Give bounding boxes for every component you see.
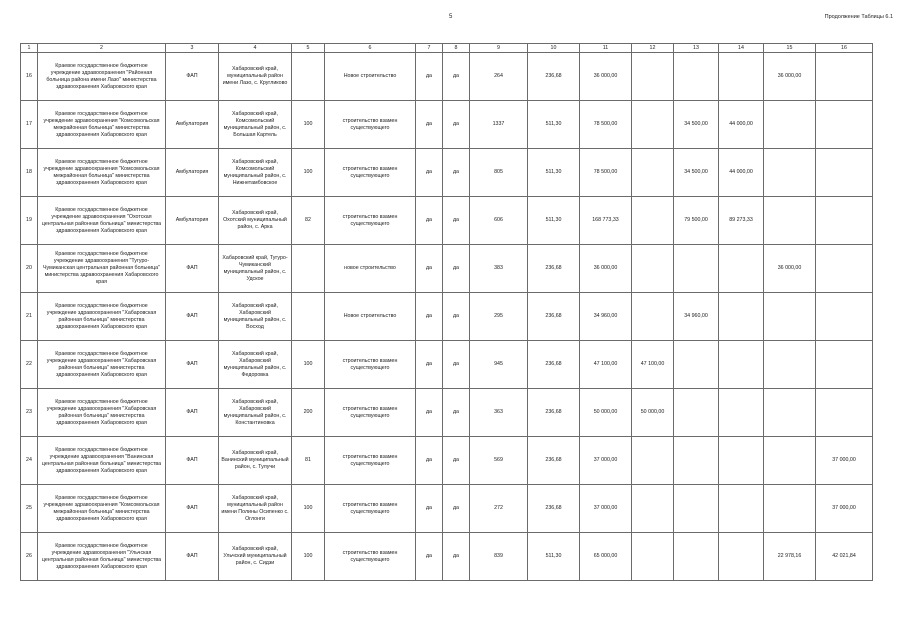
table-cell	[632, 53, 674, 101]
table-cell: 44 000,00	[719, 149, 764, 197]
table-cell: Краевое государственное бюджетное учреждение здравоохранения "Комсомольская межрайонная больница" министерства здравоохранения Хабаровского края	[38, 149, 166, 197]
table-cell: 16	[21, 53, 38, 101]
table-cell	[816, 53, 873, 101]
table-cell: Хабаровский край, Охотский муниципальный район, с. Арка	[219, 197, 292, 245]
table-cell	[674, 341, 719, 389]
table-cell	[632, 485, 674, 533]
table-cell: 363	[470, 389, 528, 437]
table-cell: 236,68	[528, 341, 580, 389]
table-cell	[816, 389, 873, 437]
table-cell: да	[443, 293, 470, 341]
table-cell	[292, 293, 325, 341]
table-cell	[719, 245, 764, 293]
table-cell: 50 000,00	[632, 389, 674, 437]
table-cell: да	[443, 389, 470, 437]
table-cell: 805	[470, 149, 528, 197]
table-cell: 26	[21, 533, 38, 581]
table-cell: 236,68	[528, 389, 580, 437]
table-cell: 37 000,00	[580, 485, 632, 533]
table-cell: 20	[21, 245, 38, 293]
table-cell	[816, 293, 873, 341]
table-cell: 36 000,00	[580, 53, 632, 101]
table-cell: 945	[470, 341, 528, 389]
table-cell: Краевое государственное бюджетное учреждение здравоохранения "Ульчская центральная районная больница" министерства здравоохранения Хабаровского края	[38, 533, 166, 581]
table-cell: 25	[21, 485, 38, 533]
column-number-header: 11	[580, 44, 632, 53]
table-cell: 236,68	[528, 293, 580, 341]
table-cell: да	[443, 53, 470, 101]
table-cell	[632, 293, 674, 341]
table-cell: строительство взамен существующего	[325, 341, 416, 389]
table-cell: ФАП	[166, 533, 219, 581]
table-cell	[674, 245, 719, 293]
table-cell: Новое строительство	[325, 53, 416, 101]
table-header-row	[21, 44, 873, 53]
table-cell	[719, 341, 764, 389]
table-cell: 82	[292, 197, 325, 245]
table-cell: ФАП	[166, 245, 219, 293]
table-cell	[674, 533, 719, 581]
table-cell	[719, 485, 764, 533]
table-cell: Хабаровский край, Ванинский муниципальный район, с. Тулучи	[219, 437, 292, 485]
table-cell: Хабаровский край, Хабаровский муниципальный район, с. Восход	[219, 293, 292, 341]
column-number-header: 10	[528, 44, 580, 53]
table-cell: 236,68	[528, 53, 580, 101]
table-cell	[816, 149, 873, 197]
table-cell	[764, 101, 816, 149]
table-cell: 34 500,00	[674, 101, 719, 149]
table-row	[21, 245, 873, 293]
table-cell: 236,68	[528, 245, 580, 293]
table-cell: строительство взамен существующего	[325, 437, 416, 485]
table-cell: 22	[21, 341, 38, 389]
table-row	[21, 389, 873, 437]
page-number: 5	[449, 14, 453, 20]
table-cell	[816, 341, 873, 389]
table-cell	[719, 437, 764, 485]
column-number-header: 7	[416, 44, 443, 53]
table-cell: 19	[21, 197, 38, 245]
table-cell: Краевое государственное бюджетное учреждение здравоохранения "Комсомольская межрайонная больница" министерства здравоохранения Хабаровского края	[38, 101, 166, 149]
table-cell: ФАП	[166, 341, 219, 389]
table-row	[21, 485, 873, 533]
table-cell: 34 960,00	[580, 293, 632, 341]
table-row	[21, 197, 873, 245]
table-cell: ФАП	[166, 53, 219, 101]
table-cell: новое строительство	[325, 245, 416, 293]
table-cell: Краевое государственное бюджетное учреждение здравоохранения "Охотская центральная районная больница" министерства здравоохранения Хабаровского края	[38, 197, 166, 245]
table-cell: да	[416, 197, 443, 245]
table-cell: 37 000,00	[816, 485, 873, 533]
table-cell: да	[416, 293, 443, 341]
table-cell	[764, 197, 816, 245]
column-number-header: 3	[166, 44, 219, 53]
table-cell: 36 000,00	[580, 245, 632, 293]
table-cell: 264	[470, 53, 528, 101]
table-cell: 839	[470, 533, 528, 581]
table-cell: да	[443, 341, 470, 389]
table-cell: ФАП	[166, 389, 219, 437]
table-cell	[719, 389, 764, 437]
column-number-header: 4	[219, 44, 292, 53]
table-cell: Хабаровский край, Хабаровский муниципальный район, с. Федоровка	[219, 341, 292, 389]
table-cell: 100	[292, 485, 325, 533]
table-cell: 47 100,00	[580, 341, 632, 389]
table-cell: строительство взамен существующего	[325, 485, 416, 533]
table-cell: да	[416, 245, 443, 293]
table-cell: Краевое государственное бюджетное учреждение здравоохранения "Хабаровская районная больница" министерства здравоохранения Хабаровского края	[38, 293, 166, 341]
table-cell: Краевое государственное бюджетное учреждение здравоохранения "Ванинская центральная районная больница" министерства здравоохранения Хабаровского края	[38, 437, 166, 485]
table-continuation-caption: Продолжение Таблицы 6.1	[824, 14, 893, 20]
table-cell: 511,30	[528, 533, 580, 581]
table-cell: да	[416, 101, 443, 149]
table-cell: 21	[21, 293, 38, 341]
table-cell: 100	[292, 149, 325, 197]
table-cell	[632, 533, 674, 581]
column-number-header: 9	[470, 44, 528, 53]
table-cell	[632, 197, 674, 245]
table-cell: 37 000,00	[580, 437, 632, 485]
table-cell: да	[443, 485, 470, 533]
table-cell: 383	[470, 245, 528, 293]
table-cell: Хабаровский край, Тугуро-Чумиканский муниципальный район, с. Удское	[219, 245, 292, 293]
table-cell: ФАП	[166, 485, 219, 533]
column-number-header: 14	[719, 44, 764, 53]
table-cell: 47 100,00	[632, 341, 674, 389]
table-cell: 42 021,84	[816, 533, 873, 581]
table-cell	[764, 149, 816, 197]
table-cell: 65 000,00	[580, 533, 632, 581]
table-cell: Хабаровский край, Ульчский муниципальный район, с. Сидзи	[219, 533, 292, 581]
table-cell	[632, 245, 674, 293]
table-cell: Амбулатория	[166, 197, 219, 245]
table-cell	[764, 293, 816, 341]
table-cell: да	[416, 485, 443, 533]
table-cell	[719, 293, 764, 341]
column-number-header: 13	[674, 44, 719, 53]
table-cell: да	[416, 53, 443, 101]
table-cell: Хабаровский край, Комсомольский муниципальный район, с. Нижнетамбовское	[219, 149, 292, 197]
table-cell: 272	[470, 485, 528, 533]
table-row	[21, 149, 873, 197]
table-cell: Краевое государственное бюджетное учреждение здравоохранения "Хабаровская районная больница" министерства здравоохранения Хабаровского края	[38, 341, 166, 389]
table-cell	[816, 197, 873, 245]
table-cell: 100	[292, 533, 325, 581]
table-cell: да	[416, 149, 443, 197]
table-cell: да	[443, 533, 470, 581]
table-cell: 100	[292, 101, 325, 149]
table-cell: Амбулатория	[166, 101, 219, 149]
table-cell: 1337	[470, 101, 528, 149]
table-cell: строительство взамен существующего	[325, 533, 416, 581]
column-number-header: 12	[632, 44, 674, 53]
table-cell: да	[443, 149, 470, 197]
table-cell: да	[416, 341, 443, 389]
table-cell: 78 500,00	[580, 149, 632, 197]
table-cell: 168 773,33	[580, 197, 632, 245]
table-cell: 79 500,00	[674, 197, 719, 245]
table-cell: Хабаровский край, муниципальный район имени Лазо, с. Кругликово	[219, 53, 292, 101]
table-row	[21, 437, 873, 485]
table-cell: 295	[470, 293, 528, 341]
table-cell	[674, 53, 719, 101]
column-number-header: 16	[816, 44, 873, 53]
table-cell: 50 000,00	[580, 389, 632, 437]
table-cell	[719, 53, 764, 101]
table-cell: 569	[470, 437, 528, 485]
table-cell	[632, 437, 674, 485]
table-cell: Амбулатория	[166, 149, 219, 197]
table-cell	[816, 245, 873, 293]
table-cell: 78 500,00	[580, 101, 632, 149]
table-cell: 24	[21, 437, 38, 485]
table-cell: 37 000,00	[816, 437, 873, 485]
table-cell: 34 960,00	[674, 293, 719, 341]
table-cell: строительство взамен существующего	[325, 197, 416, 245]
table-cell: 81	[292, 437, 325, 485]
table-cell	[674, 485, 719, 533]
table-cell	[816, 101, 873, 149]
table-cell	[719, 533, 764, 581]
table-cell: 511,30	[528, 149, 580, 197]
table-cell: строительство взамен существующего	[325, 149, 416, 197]
table-row	[21, 53, 873, 101]
table-cell	[764, 485, 816, 533]
table-cell: 100	[292, 341, 325, 389]
table-cell: 200	[292, 389, 325, 437]
table-cell: Хабаровский край, Хабаровский муниципальный район, с. Константиновка	[219, 389, 292, 437]
table-cell	[292, 53, 325, 101]
table-cell: 236,68	[528, 437, 580, 485]
table-row	[21, 533, 873, 581]
table-cell: 606	[470, 197, 528, 245]
table-cell: строительство взамен существующего	[325, 389, 416, 437]
table-cell	[292, 245, 325, 293]
table-cell: 23	[21, 389, 38, 437]
table-cell: строительство взамен существующего	[325, 101, 416, 149]
program-objects-table	[20, 43, 873, 581]
column-number-header: 5	[292, 44, 325, 53]
table-cell: 36 000,00	[764, 53, 816, 101]
table-cell: да	[443, 197, 470, 245]
table-cell	[632, 149, 674, 197]
table-cell	[632, 101, 674, 149]
table-cell: 17	[21, 101, 38, 149]
table-cell: Новое строительство	[325, 293, 416, 341]
column-number-header: 6	[325, 44, 416, 53]
table-cell: 22 978,16	[764, 533, 816, 581]
table-cell: 236,68	[528, 485, 580, 533]
table-cell: Хабаровский край, Комсомольский муниципальный район, с. Большая Картель	[219, 101, 292, 149]
table-cell: 44 000,00	[719, 101, 764, 149]
table-cell	[674, 437, 719, 485]
table-cell: да	[443, 101, 470, 149]
table-cell: 511,30	[528, 101, 580, 149]
table-cell	[764, 341, 816, 389]
table-cell: 89 273,33	[719, 197, 764, 245]
column-number-header: 15	[764, 44, 816, 53]
table-cell: 34 500,00	[674, 149, 719, 197]
table-cell: да	[443, 245, 470, 293]
table-cell: да	[416, 533, 443, 581]
table-row	[21, 101, 873, 149]
table-cell: ФАП	[166, 437, 219, 485]
table-cell: да	[416, 437, 443, 485]
table-cell: Краевое государственное бюджетное учреждение здравоохранения "Хабаровская районная больница" министерства здравоохранения Хабаровского края	[38, 389, 166, 437]
table-cell: 36 000,00	[764, 245, 816, 293]
table-cell: 18	[21, 149, 38, 197]
table-cell	[764, 389, 816, 437]
table-cell: 511,30	[528, 197, 580, 245]
table-row	[21, 341, 873, 389]
table-cell: Хабаровский край, муниципальный район имени Полины Осипенко с. Оглонги	[219, 485, 292, 533]
table-row	[21, 293, 873, 341]
table-cell: Краевое государственное бюджетное учреждение здравоохранения "Тугуро-Чумиканская центральная районная больница" министерства здравоохранения Хабаровского края	[38, 245, 166, 293]
table-cell	[674, 389, 719, 437]
column-number-header: 2	[38, 44, 166, 53]
table-cell: ФАП	[166, 293, 219, 341]
table-cell: да	[416, 389, 443, 437]
column-number-header: 1	[21, 44, 38, 53]
table-cell	[764, 437, 816, 485]
table-body	[21, 53, 873, 581]
column-number-header: 8	[443, 44, 470, 53]
table-cell: Краевое государственное бюджетное учреждение здравоохранения "Районная больница района имени Лазо" министерства здравоохранения Хабаровского края	[38, 53, 166, 101]
table-cell: да	[443, 437, 470, 485]
table-cell: Краевое государственное бюджетное учреждение здравоохранения "Комсомольская межрайонная больница" министерства здравоохранения Хабаровского края	[38, 485, 166, 533]
